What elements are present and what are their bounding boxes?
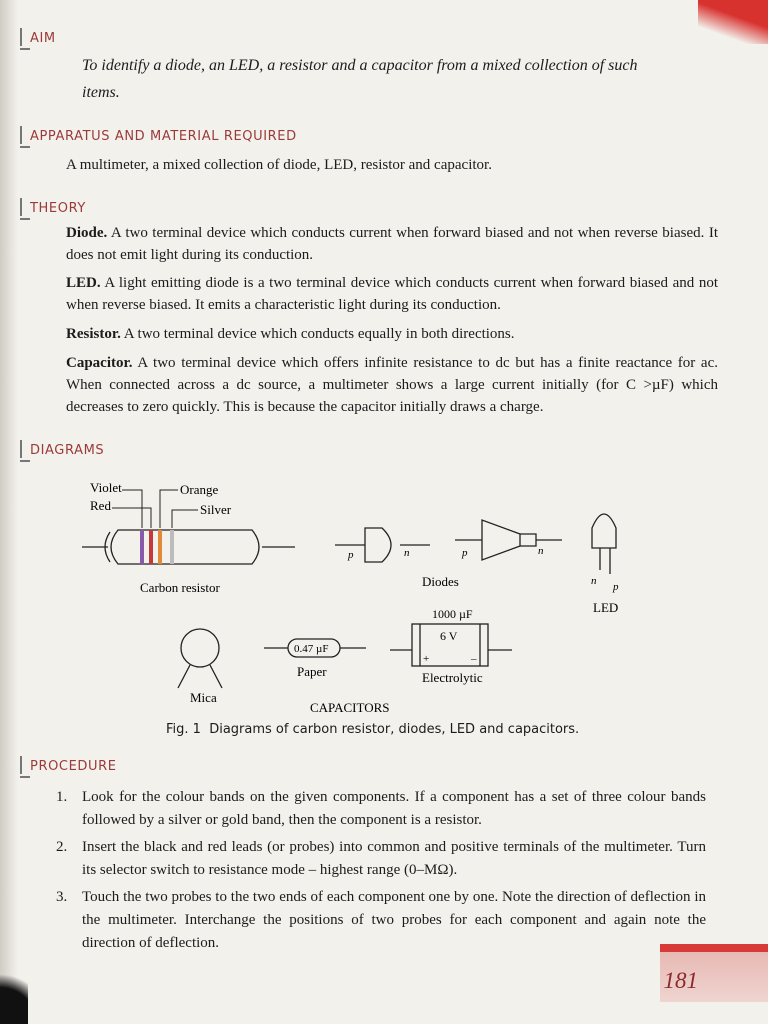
components-figure (0, 470, 768, 720)
label-carbon-resistor: Carbon resistor (140, 580, 220, 595)
label-paper: Paper (297, 664, 327, 679)
figure-caption (166, 722, 579, 737)
label-led: LED (593, 600, 619, 615)
theory-resistor (66, 323, 718, 345)
page-number: 181 (663, 968, 698, 993)
term-diode: Diode. (66, 225, 108, 241)
label-diode1-n: n (404, 547, 410, 559)
text-diode: A two terminal device which conducts current when forward biased and not when reverse biased. It does not emit light during its conduction. (66, 225, 718, 263)
aim-heading: AIM (20, 28, 56, 46)
step-text: Touch the two probes to the two ends of each component one by one. Note the direction of deflection in the multimeter. Interchange the positions of two probes for each component and again note the direction of deflection. (82, 889, 706, 951)
theory-led (66, 272, 718, 316)
label-cap-plus: + (423, 653, 430, 665)
step-text: Look for the colour bands on the given components. If a component has a set of three colour bands followed by a silver or gold band, then the component is a resistor. (82, 789, 706, 828)
label-diodes: Diodes (422, 574, 459, 589)
label-diode2-p: p (462, 547, 468, 559)
procedure-step-2 (56, 836, 706, 882)
diode-symbol-2 (455, 520, 562, 560)
text-led: A light emitting diode is a two terminal device which conducts current when forward biased and not when reverse biased. It emits a characteristic light during its conduction. (66, 275, 718, 313)
term-resistor: Resistor. (66, 326, 121, 342)
label-cap-minus: – (471, 653, 477, 665)
procedure-step-1 (56, 786, 706, 832)
carbon-resistor-diagram (82, 490, 295, 564)
label-led-n: n (591, 575, 597, 587)
term-led: LED. (66, 275, 101, 291)
diagrams-heading: DIAGRAMS (20, 440, 104, 458)
theory-diode (66, 222, 718, 266)
caption-text: Diagrams of carbon resistor, diodes, LED and capacitors. (209, 722, 580, 737)
theory-capacitor (66, 352, 718, 418)
corner-tab-decoration (698, 0, 768, 44)
step-number: 3. (56, 889, 68, 905)
step-number: 2. (56, 839, 68, 855)
procedure-step-3 (56, 886, 706, 955)
label-cap-047uf: 0.47 µF (294, 643, 329, 655)
aim-text: To identify a diode, an LED, a resistor and a capacitor from a mixed collection of such items. (82, 57, 638, 101)
text-resistor: A two terminal device which conducts equally in both directions. (120, 326, 515, 342)
label-led-p: p (613, 581, 619, 593)
led-symbol (592, 514, 616, 574)
label-violet: Violet (90, 480, 122, 495)
step-number: 1. (56, 789, 68, 805)
label-diode2-n: n (538, 545, 544, 557)
procedure-heading: PROCEDURE (20, 756, 117, 774)
label-cap-1000uf: 1000 µF (432, 607, 473, 621)
label-cap-6v: 6 V (440, 629, 458, 643)
step-text: Insert the black and red leads (or probes) into common and positive terminals of the multimeter. Turn its selector switch to resistance mode – highest range (0–MΩ). (82, 839, 706, 878)
label-red: Red (90, 498, 111, 513)
theory-heading: THEORY (20, 198, 86, 216)
page-corner-shadow (0, 964, 28, 1024)
label-electrolytic: Electrolytic (422, 670, 483, 685)
label-orange: Orange (180, 482, 219, 497)
label-diode1-p: p (348, 549, 354, 561)
apparatus-text: A multimeter, a mixed collection of diode, LED, resistor and capacitor. (66, 157, 492, 173)
text-capacitor: A two terminal device which offers infinite resistance to dc but has a finite reactance for ac. When connected across a dc source, a multimeter shows a large current initially (for C >µF) which decreases to zero quickly. This is because the capacitor initially draws a charge. (66, 355, 718, 415)
label-capacitors: CAPACITORS (310, 700, 390, 715)
apparatus-heading: APPARATUS AND MATERIAL REQUIRED (20, 126, 297, 144)
label-mica: Mica (190, 690, 217, 705)
mica-capacitor-symbol (178, 629, 222, 688)
label-silver: Silver (200, 502, 232, 517)
caption-prefix: Fig. 1 (166, 722, 201, 737)
term-capacitor: Capacitor. (66, 355, 133, 371)
